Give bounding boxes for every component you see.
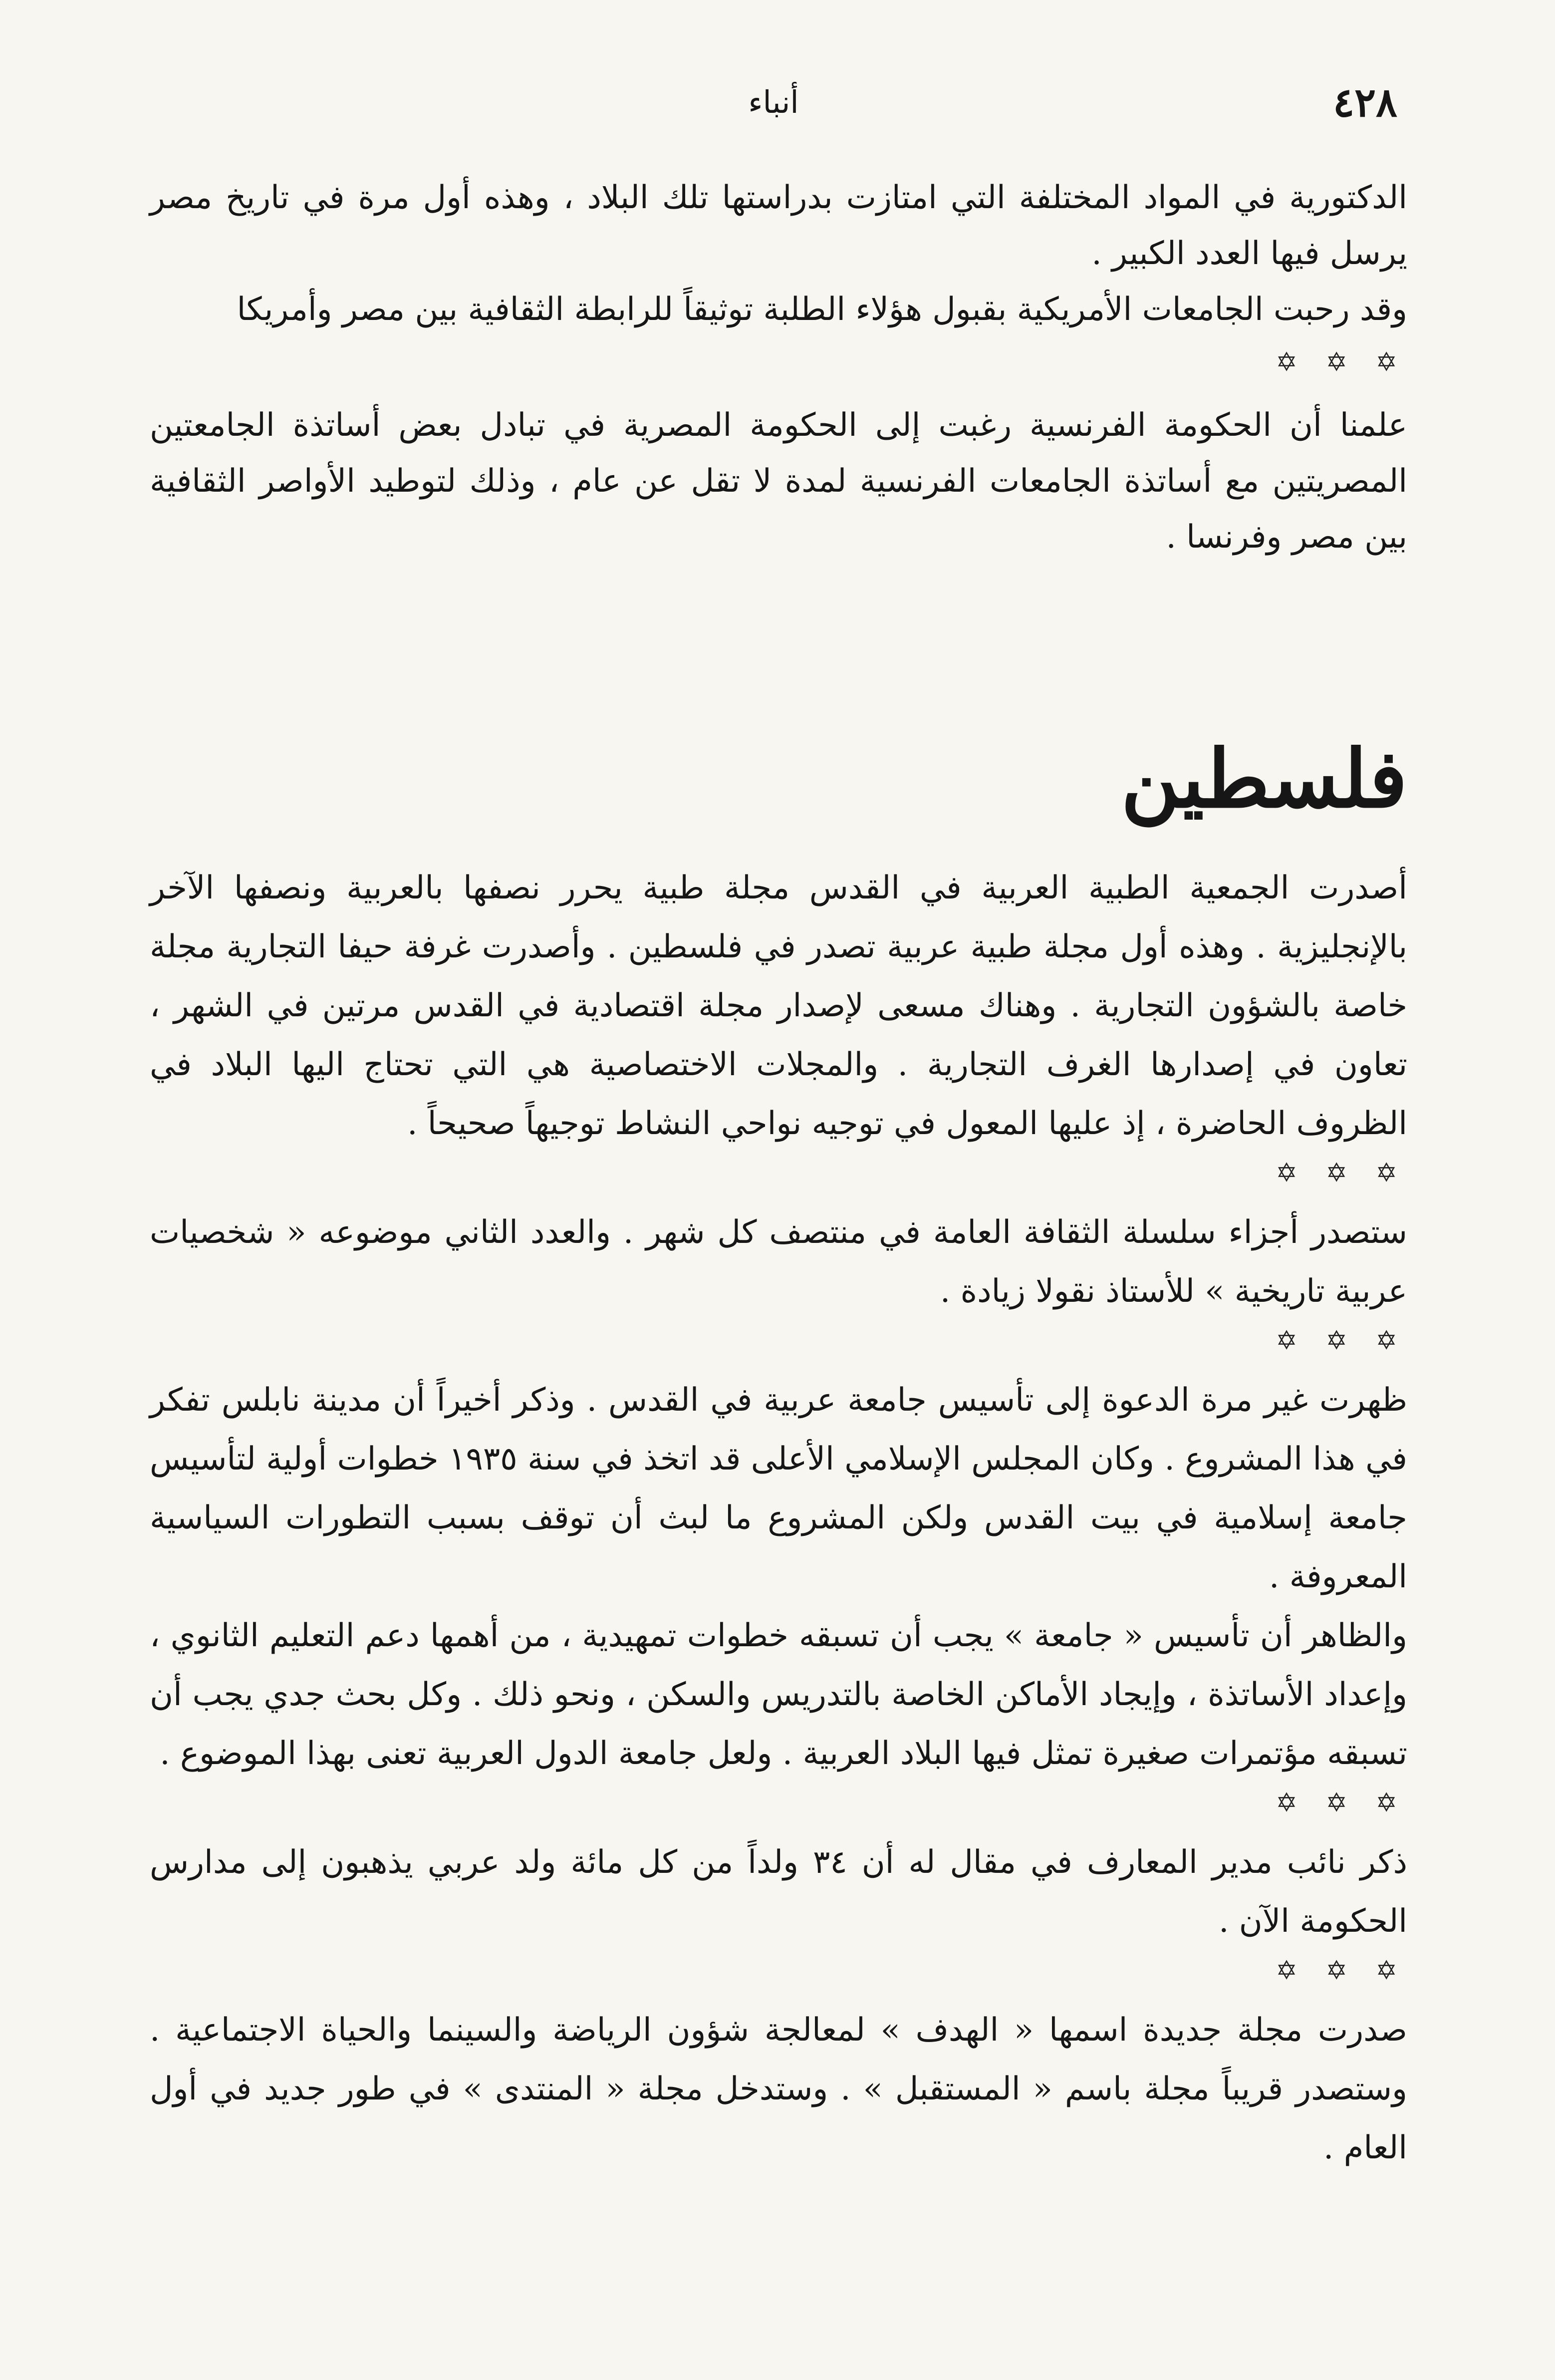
paragraph-french-professors: علمنا أن الحكومة الفرنسية رغبت إلى الحكومة المصرية في تبادل بعض أساتذة الجامعتين المصريتين مع أساتذة الجامعات الفرنسية لمدة لا تقل عن عام ، وذلك لتوطيد الأواصر الثقافية بين مصر وفرنسا . (150, 407, 1408, 556)
paragraph-culture-series: ستصدر أجزاء سلسلة الثقافة العامة في منتصف كل شهر . والعدد الثاني موضوعه « شخصيات عربية تاريخية » للأستاذ نقولا زيادة . (150, 1214, 1407, 1310)
paragraph-new-magazines: صدرت مجلة جديدة اسمها « الهدف » لمعالجة شؤون الرياضة والسينما والحياة الاجتماعية . وستصدر قريباً مجلة باسم « المستقبل » . وستدخل مجلة « المنتدى » في طور جديد في أول العام . (150, 2012, 1408, 2166)
section-title-palestine: فلسطين (1121, 732, 1407, 826)
paragraph-education-statistics: ذكر نائب مدير المعارف في مقال له أن ٣٤ ولداً من كل مائة ولد عربي يذهبون إلى مدارس الحكومة الآن . (150, 1844, 1408, 1940)
asterism-separator: ✡ ✡ ✡ (1276, 1158, 1407, 1188)
asterism-separator: ✡ ✡ ✡ (1276, 347, 1407, 377)
paragraph-university-preparation: والظاهر أن تأسيس « جامعة » يجب أن تسبقه خطوات تمهيدية ، من أهمها دعم التعليم الثانوي ، وإعداد الأساتذة ، وإيجاد الأماكن الخاصة بالتدريس والسكن ، ونحو ذلك . وكل بحث جدي يجب أن تسبقه مؤتمرات صغيرة تمثل فيها البلاد العربية . ولعل جامعة الدول العربية تعنى بهذا الموضوع . (150, 1617, 1407, 1772)
page-header (150, 75, 1397, 130)
top-section (150, 170, 1407, 565)
asterism-separator: ✡ ✡ ✡ (1276, 1326, 1407, 1356)
asterism-separator: ✡ ✡ ✡ (1276, 1788, 1407, 1818)
asterism-separator: ✡ ✡ ✡ (1276, 1956, 1407, 1986)
paragraph-arab-university: ظهرت غير مرة الدعوة إلى تأسيس جامعة عربية في القدس . وذكر أخيراً أن مدينة نابلس تفكر في هذا المشروع . وكان المجلس الإسلامي الأعلى قد اتخذ في سنة ١٩٣٥ خطوات أولية لتأسيس جامعة إسلامية في بيت القدس ولكن المشروع ما لبث أن توقف بسبب التطورات السياسية المعروفة . (150, 1382, 1408, 1595)
section-heading (150, 729, 1407, 829)
paragraph-american-universities: وقد رحبت الجامعات الأمريكية بقبول هؤلاء الطلبة توثيقاً للرابطة الثقافية بين مصر وأمريكا (237, 291, 1407, 328)
paragraph-continuation: الدكتورية في المواد المختلفة التي امتازت بدراستها تلك البلاد ، وهذه أول مرة في تاريخ مصر يرسل فيها العدد الكبير . (150, 179, 1407, 272)
running-title: أنباء (748, 84, 799, 120)
palestine-section (150, 859, 1407, 2177)
paragraph-medical-journal: أصدرت الجمعية الطبية العربية في القدس مجلة طبية يحرر نصفها بالعربية ونصفها الآخر بالإنجليزية . وهذه أول مجلة طبية عربية تصدر في فلسطين . وأصدرت غرفة حيفا التجارية مجلة خاصة بالشؤون التجارية . وهناك مسعى لإصدار مجلة اقتصادية في القدس مرتين في الشهر ، تعاون في إصدارها الغرف التجارية . والمجلات الاختصاصية هي التي تحتاج اليها البلاد في الظروف الحاضرة ، إذ عليها المعول في توجيه نواحي النشاط توجيهاً صحيحاً . (150, 870, 1407, 1142)
page-number: ٤٢٨ (1333, 79, 1397, 126)
